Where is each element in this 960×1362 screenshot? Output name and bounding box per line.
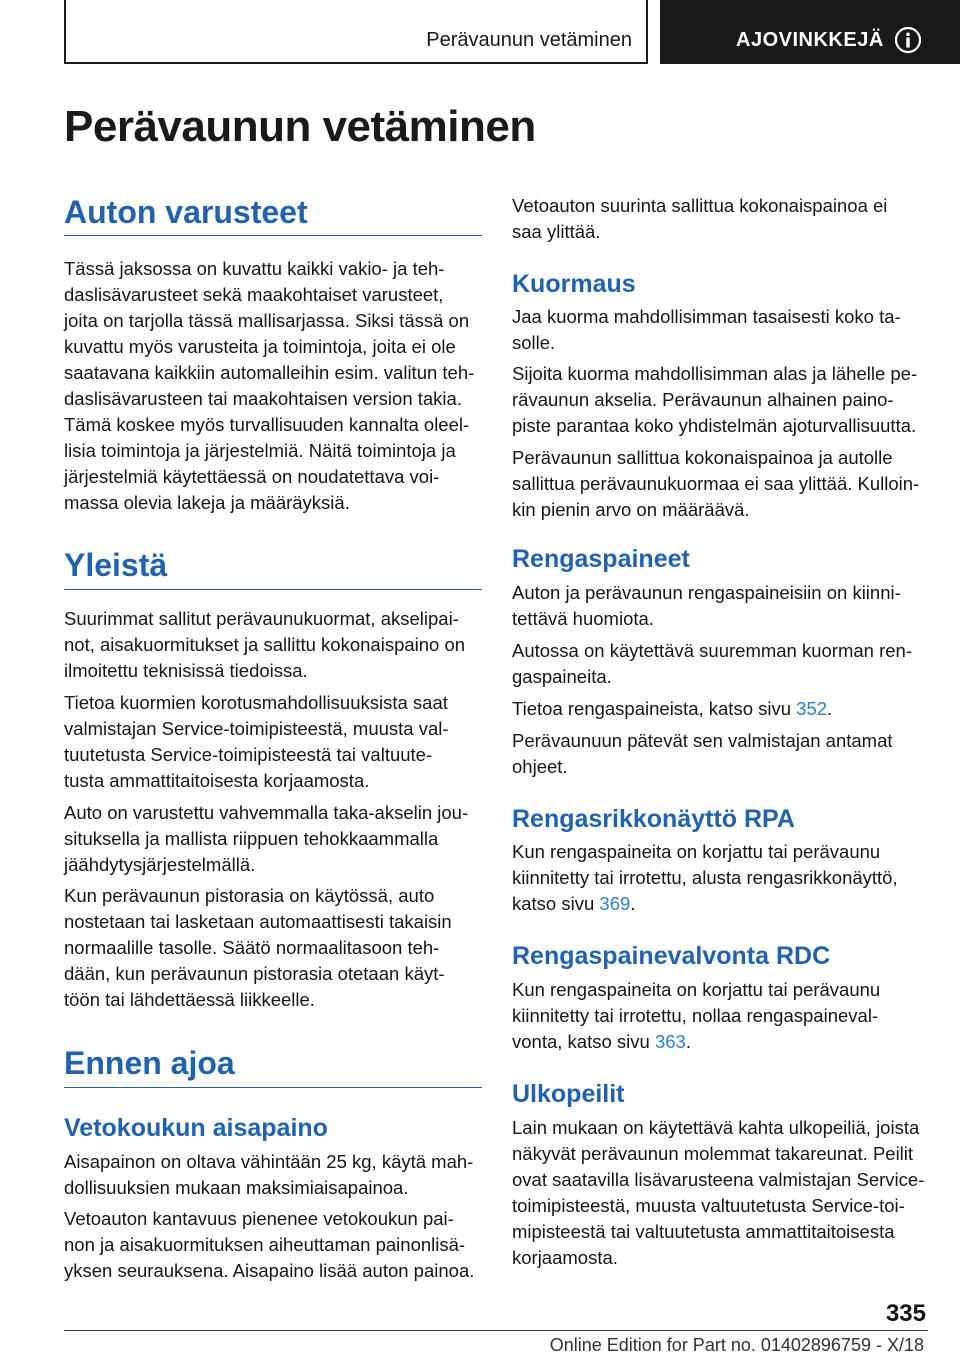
heading-ennen-ajoa: Ennen ajoa [64, 1045, 235, 1081]
rpa-lines [512, 841, 898, 888]
heading-rule [64, 1087, 482, 1088]
text-line: Kun rengaspaineita on korjattu tai perävaunu [512, 841, 881, 862]
text-line: Kun perävaunun pistorasia on käytössä, auto [64, 885, 435, 906]
text-line: saa ylittää. [512, 221, 601, 242]
text-line: toimipisteestä, muusta valtuutetusta Service-toi- [512, 1195, 905, 1216]
text-line: rävaunun akselia. Perävaunun alhainen paino- [512, 389, 894, 410]
text-line: mipisteestä tai valtuutetusta ammattitaitoisesta [512, 1221, 895, 1242]
paragraph-yleista-3 [64, 800, 482, 878]
paragraph-rdc: Kun rengaspaineita on korjattu tai perävaunu kiinnitetty tai irrotettu, nollaa rengaspaineval- vonta, katso sivu 363. [512, 979, 881, 1052]
heading-rengasrikkonaytto-rpa: Rengasrikkonäyttö RPA [512, 805, 795, 833]
text-line: ohjeet. [512, 756, 568, 777]
text-line: yksen seurauksena. Aisapaino lisää auton painoa. [64, 1260, 475, 1281]
text-line: piste parantaa koko yhdistelmän ajoturvallisuutta. [512, 415, 917, 436]
text-line: tusta ammattitaitoisesta korjaamosta. [64, 770, 370, 791]
footer-rule [64, 1330, 928, 1331]
footer-edition: Online Edition for Part no. 01402896759 - X/18 [549, 1335, 924, 1355]
text-line: tettävä huomiota. [512, 608, 654, 629]
header-section-box [64, 0, 648, 64]
paragraph-aisapaino-2 [64, 1206, 482, 1284]
text-line: situksella ja mallista riippuen tehokkaammalla [64, 828, 439, 849]
text-line: kiinnitetty tai irrotettu, alusta rengasrikkonäyttö, [512, 867, 898, 888]
text-line: Auton ja perävaunun rengaspaineisiin on kiinni- [512, 582, 901, 603]
text-line: Sijoita kuorma mahdollisimman alas ja lähelle pe- [512, 363, 918, 384]
heading-yleista: Yleistä [64, 547, 168, 583]
paragraph-yleista-2 [64, 690, 482, 794]
text-line: kin pienin arvo on määräävä. [512, 499, 750, 520]
text-line: Perävaunuun pätevät sen valmistajan antamat [512, 730, 893, 751]
paragraph-ulkopeilit [512, 1115, 928, 1271]
text-line: Lain mukaan on käytettävä kahta ulkopeiliä, joista [512, 1117, 920, 1138]
paragraph-aisapaino-1 [64, 1149, 482, 1201]
text-line: Perävaunun sallittua kokonaispainoa ja autolle [512, 447, 893, 468]
heading-kuormaus: Kuormaus [512, 270, 636, 298]
text-line: gaspaineita. [512, 666, 612, 687]
heading-rengaspainevalvonta-rdc: Rengaspainevalvonta RDC [512, 942, 831, 970]
paragraph-kuormaus-1 [512, 304, 928, 356]
text-line: töön tai lähdettäessä liikkeelle. [64, 989, 315, 1010]
header-section-title: Perävaunun vetäminen [426, 29, 632, 51]
paragraph-yleista-1 [64, 606, 482, 684]
text-line: Tässä jaksossa on kuvattu kaikki vakio- ja teh- [64, 258, 445, 279]
text-line: kiinnitetty tai irrotettu, nollaa rengaspaineval- [512, 1005, 879, 1026]
text-line: näkyvät perävaunun molemmat takareunat. Peilit [512, 1143, 914, 1164]
text-line: järjestelmiä käytettäessä on noudatettava voi- [64, 466, 440, 487]
text-line: Suurimmat sallitut perävaunukuormat, akselipai- [64, 608, 459, 629]
page-number: 335 [885, 1300, 926, 1327]
text-line: non ja aisakuormituksen aiheuttaman painonlisä- [64, 1234, 466, 1255]
paragraph-rengaspaineet-3: Tietoa rengaspaineista, katso sivu 352. [512, 698, 833, 719]
text-line: Kun rengaspaineita on korjattu tai perävaunu [512, 979, 881, 1000]
rengaspaineet-ref-text: Tietoa rengaspaineista, katso sivu [512, 698, 797, 719]
text-line: sallittua perävaunukuormaa ei saa ylittää. Kulloin- [512, 473, 920, 494]
text-line: daslisävarusteen tai maakohtaisen version takia. [64, 388, 462, 409]
heading-rengaspaineet: Rengaspaineet [512, 545, 690, 573]
paragraph-kuormaus-3 [512, 445, 928, 523]
text-line: kuvattu myös varusteita ja toimintoja, joita ei ole [64, 336, 456, 357]
paragraph-rpa: Kun rengaspaineita on korjattu tai perävaunu kiinnitetty tai irrotettu, alusta rengasrikkonäyttö, katso sivu 369. [512, 841, 898, 914]
text-line: jäähdytysjärjestelmällä. [64, 854, 256, 875]
text-line: nostetaan tai lasketaan automaattisesti takaisin [64, 911, 452, 932]
text-line: dään, kun perävaunun pistorasia otetaan käyt- [64, 963, 445, 984]
text-line: Vetoauton kantavuus pienenee vetokoukun pai- [64, 1208, 454, 1229]
text-line: daslisävarusteet sekä maakohtaiset varusteet, [64, 284, 444, 305]
text-line: normaalille tasolle. Säätö normaalitasoon teh- [64, 937, 440, 958]
page-link-352[interactable]: 352 [796, 698, 828, 719]
text-line: dollisuuksien mukaan maksimiaisapainoa. [64, 1177, 409, 1198]
paragraph-yleista-4 [64, 883, 482, 1013]
page-link-369[interactable]: 369 [599, 893, 631, 914]
heading-rule [64, 589, 482, 590]
page-link-363[interactable]: 363 [654, 1031, 686, 1052]
text-line: Jaa kuorma mahdollisimman tasaisesti koko ta- [512, 306, 901, 327]
page-title: Perävaunun vetäminen [64, 102, 536, 151]
paragraph-kuormaus-2 [512, 361, 928, 439]
header-chapter-title: AJOVINKKEJÄ [736, 29, 884, 51]
heading-ulkopeilit: Ulkopeilit [512, 1080, 625, 1108]
text-line: Aisapainon on oltava vähintään 25 kg, käytä mah- [64, 1151, 474, 1172]
paragraph-kokonaispaino [512, 193, 928, 245]
paragraph-rengaspaineet-2 [512, 638, 928, 690]
text-line: solle. [512, 332, 556, 353]
paragraph-rengaspaineet-4 [512, 728, 928, 780]
text-line: Autossa on käytettävä suuremman kuorman ren- [512, 640, 912, 661]
heading-vetokoukun-aisapaino: Vetokoukun aisapaino [64, 1114, 328, 1142]
text-line: ilmoitettu teknisissä tiedoissa. [64, 660, 308, 681]
text-line: joita on tarjolla tässä mallisarjassa. Siksi tässä on [64, 310, 470, 331]
info-icon [894, 26, 922, 54]
text-line: valmistajan Service-toimipisteestä, muusta val- [64, 718, 449, 739]
text-line: Vetoauton suurinta sallittua kokonaispainoa ei [512, 195, 888, 216]
text-line: not, aisakuormitukset ja sallittu kokonaispaino on [64, 634, 466, 655]
text-line: Tietoa kuormien korotusmahdollisuuksista saat [64, 692, 448, 713]
heading-auton-varusteet: Auton varusteet [64, 194, 308, 230]
text-line: Auto on varustettu vahvemmalla taka-akselin jou- [64, 802, 469, 823]
text-line: massa olevia lakeja ja määräyksiä. [64, 492, 350, 513]
text-line: lisia toimintoja ja järjestelmiä. Näitä toimintoja ja [64, 440, 456, 461]
rdc-ref-text: vonta, katso sivu [512, 1031, 655, 1052]
heading-rule [64, 235, 482, 236]
rdc-lines [512, 979, 880, 1026]
paragraph-rengaspaineet-1 [512, 580, 928, 632]
text-line: saatavana kaikkiin automalleihin esim. valitun teh- [64, 362, 475, 383]
text-line: ovat saatavilla lisävarusteena valmistajan Service- [512, 1169, 925, 1190]
text-line: tuutetusta Service-toimipisteestä tai valtuute- [64, 744, 433, 765]
text-line: Tämä koskee myös turvallisuuden kannalta oleel- [64, 414, 470, 435]
paragraph-varusteet [64, 256, 482, 516]
rpa-ref-text: katso sivu [512, 893, 600, 914]
text-line: korjaamosta. [512, 1247, 618, 1268]
